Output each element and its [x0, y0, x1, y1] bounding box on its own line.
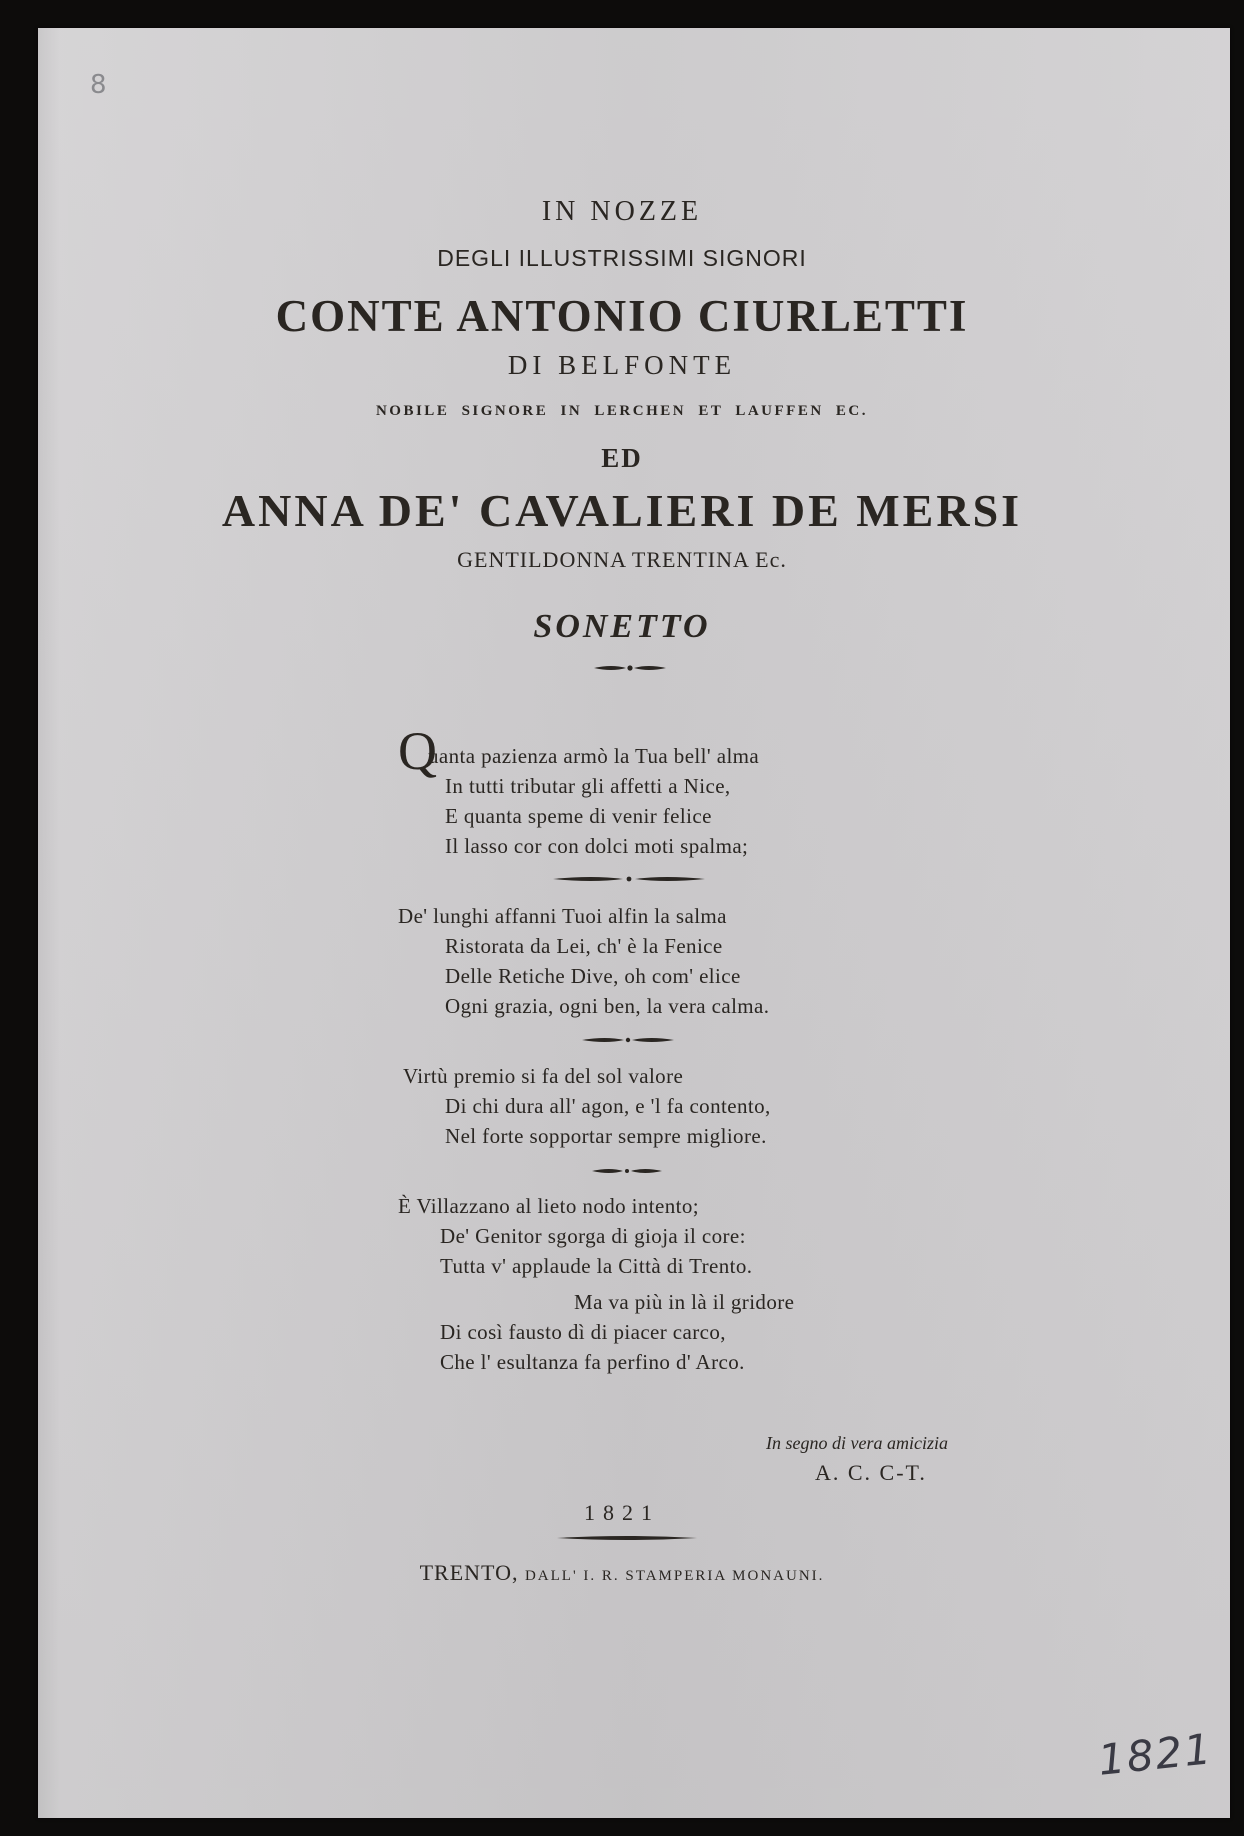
ornament-stanza-divider-3 — [592, 1166, 662, 1176]
poem-line: Nel forte sopportar sempre migliore. — [445, 1124, 767, 1148]
imprint-city: TRENTO, — [419, 1560, 519, 1585]
bride-name: ANNA DE' CAVALIERI DE MERSI — [221, 485, 1023, 536]
bride-title: GENTILDONNA TRENTINA Ec. — [457, 547, 787, 572]
poem-line: Virtù premio si fa del sol valore — [403, 1064, 684, 1088]
ornament-stanza-divider-1 — [553, 874, 705, 884]
pencil-page-mark: 8 — [90, 70, 107, 100]
publication-year: 1821 — [584, 1500, 660, 1525]
title-in-nozze: IN NOZZE — [541, 196, 703, 227]
dropcap-letter: Q — [398, 721, 437, 781]
poem-line: Ristorata da Lei, ch' è la Fenice — [445, 934, 723, 958]
poem-line: Ogni grazia, ogni ben, la vera calma. — [445, 994, 770, 1018]
ornament-stanza-divider-2 — [582, 1035, 674, 1045]
poem-line: È Villazzano al lieto nodo intento; — [398, 1194, 700, 1218]
poem-line: Ma va più in là il gridore — [574, 1290, 795, 1314]
poem-line: De' Genitor sgorga di gioja il core: — [440, 1224, 746, 1248]
imprint-printer: DALL' I. R. STAMPERIA MONAUNI. — [524, 1568, 825, 1584]
poem-line: E quanta speme di venir felice — [445, 804, 712, 828]
poem-line: De' lunghi affanni Tuoi alfin la salma — [398, 904, 727, 928]
poem-line: Delle Retiche Dive, oh com' elice — [445, 964, 741, 988]
poem-line: Di chi dura all' agon, e 'l fa contento, — [445, 1094, 771, 1118]
poem-line: Il lasso cor con dolci moti spalma; — [445, 834, 749, 858]
imprint-line — [0, 1560, 1244, 1586]
title-degli-illustrissimi: DEGLI ILLUSTRISSIMI SIGNORI — [437, 245, 807, 271]
signature-dedication: In segno di vera amicizia — [766, 1433, 948, 1453]
rule-under-year — [557, 1534, 697, 1542]
poem-line: uanta pazienza armò la Tua bell' alma — [428, 744, 760, 768]
ornament-under-sonetto — [592, 662, 668, 674]
groom-nobility-line: NOBILE SIGNORE IN LERCHEN ET LAUFFEN EC. — [375, 403, 869, 419]
conjunction-ed: ED — [601, 443, 643, 473]
groom-title-belfonte: DI BELFONTE — [507, 350, 737, 380]
poem-line: Che l' esultanza fa perfino d' Arco. — [440, 1350, 745, 1374]
poem-line: Di così fausto dì di piacer carco, — [440, 1320, 726, 1344]
sonetto-heading: SONETTO — [533, 608, 711, 645]
poem-line: Tutta v' applaude la Città di Trento. — [440, 1254, 753, 1278]
signature-initials: A. C. C-T. — [815, 1460, 927, 1485]
poem-line: In tutti tributar gli affetti a Nice, — [445, 774, 731, 798]
handwritten-year: 1821 — [1095, 1724, 1216, 1785]
groom-name: CONTE ANTONIO CIURLETTI — [275, 291, 969, 341]
